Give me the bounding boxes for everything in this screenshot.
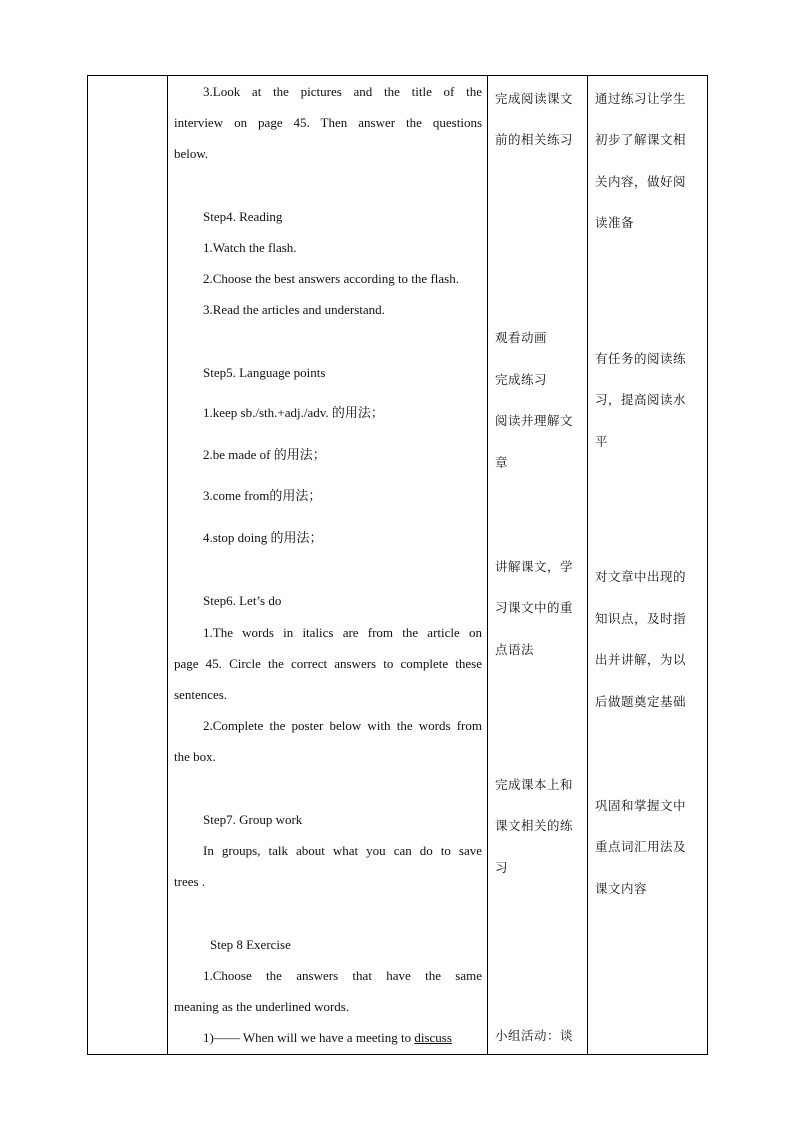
list-item: 1.Watch the flash. xyxy=(203,240,297,255)
step6-heading: Step6. Let’s do xyxy=(203,593,282,608)
activity-line: 前的相关练习 xyxy=(495,132,574,147)
activity-line: 习课文中的重 xyxy=(495,600,574,615)
activity-line: 完成练习 xyxy=(495,372,548,387)
purpose-line: 关内容，做好阅 xyxy=(595,174,687,189)
sentence-text: 1)—— When will we have a meeting to xyxy=(203,1030,412,1045)
list-item: 3.come from的用法； xyxy=(203,488,322,503)
step7-heading: Step7. Group work xyxy=(203,812,303,827)
purpose-line: 课文内容 xyxy=(595,881,648,896)
activity-line: 观看动画 xyxy=(495,330,548,345)
step4-heading: Step4. Reading xyxy=(203,209,283,224)
purpose-line: 出并讲解，为以 xyxy=(595,652,687,667)
list-item: 4.stop doing 的用法； xyxy=(203,530,323,545)
activity-line: 完成阅读课文 xyxy=(495,91,574,106)
purpose-line: 初步了解课文相 xyxy=(595,132,687,147)
purpose-line: 巩固和掌握文中 xyxy=(595,798,687,813)
activity-line: 课文相关的练 xyxy=(495,818,574,833)
purpose-line: 读准备 xyxy=(595,215,635,230)
paragraph-line: meaning as the underlined words. xyxy=(174,999,350,1014)
purpose-line: 后做题奠定基础 xyxy=(595,694,687,709)
list-item: 2.be made of 的用法； xyxy=(203,447,326,462)
purpose-line: 平 xyxy=(595,434,609,449)
purpose-line: 有任务的阅读练 xyxy=(595,351,687,366)
paragraph-line xyxy=(203,1030,452,1046)
purpose-line: 重点词汇用法及 xyxy=(595,839,687,854)
paragraph-line: In groups, talk about what you can do to save xyxy=(203,843,482,858)
design-purpose-cell xyxy=(588,76,708,1055)
purpose-line: 习，提高阅读水 xyxy=(595,392,687,407)
paragraph-line: sentences. xyxy=(174,687,228,702)
lesson-plan-table xyxy=(87,75,708,1055)
activity-line: 点语法 xyxy=(495,642,535,657)
underlined-word: discuss xyxy=(414,1030,452,1045)
paragraph-line: the box. xyxy=(174,749,216,764)
step5-heading: Step5. Language points xyxy=(203,365,326,380)
activity-line: 讲解课文，学 xyxy=(495,559,574,574)
activity-line: 小组活动：谈 xyxy=(495,1028,574,1043)
purpose-line: 通过练习让学生 xyxy=(595,91,687,106)
activity-line: 习 xyxy=(495,860,509,875)
list-item: 3.Read the articles and understand. xyxy=(203,302,385,317)
list-item: 2.Choose the best answers according to the flash. xyxy=(203,271,459,286)
paragraph-line: 2.Complete the poster below with the words from xyxy=(203,718,482,733)
student-activity-cell xyxy=(488,76,588,1055)
paragraph-line: page 45. Circle the correct answers to complete these xyxy=(174,656,482,671)
paragraph-line: 1.The words in italics are from the article on xyxy=(203,625,482,640)
table-row xyxy=(88,76,708,1055)
step8-heading: Step 8 Exercise xyxy=(210,937,291,952)
teaching-steps-cell xyxy=(168,76,488,1055)
activity-line: 章 xyxy=(495,455,509,470)
paragraph-line: 1.Choose the answers that have the same xyxy=(203,968,482,983)
paragraph-line: trees . xyxy=(174,874,206,889)
activity-line: 阅读并理解文 xyxy=(495,413,574,428)
paragraph-line: 3.Look at the pictures and the title of the xyxy=(203,84,482,99)
purpose-line: 知识点，及时指 xyxy=(595,611,687,626)
activity-line: 完成课本上和 xyxy=(495,777,574,792)
paragraph-line: below. xyxy=(174,146,209,161)
paragraph-line: interview on page 45. Then answer the questions xyxy=(174,115,482,130)
blank-column-cell xyxy=(88,76,168,1055)
purpose-line: 对文章中出现的 xyxy=(595,569,687,584)
list-item: 1.keep sb./sth.+adj./adv. 的用法； xyxy=(203,405,384,420)
